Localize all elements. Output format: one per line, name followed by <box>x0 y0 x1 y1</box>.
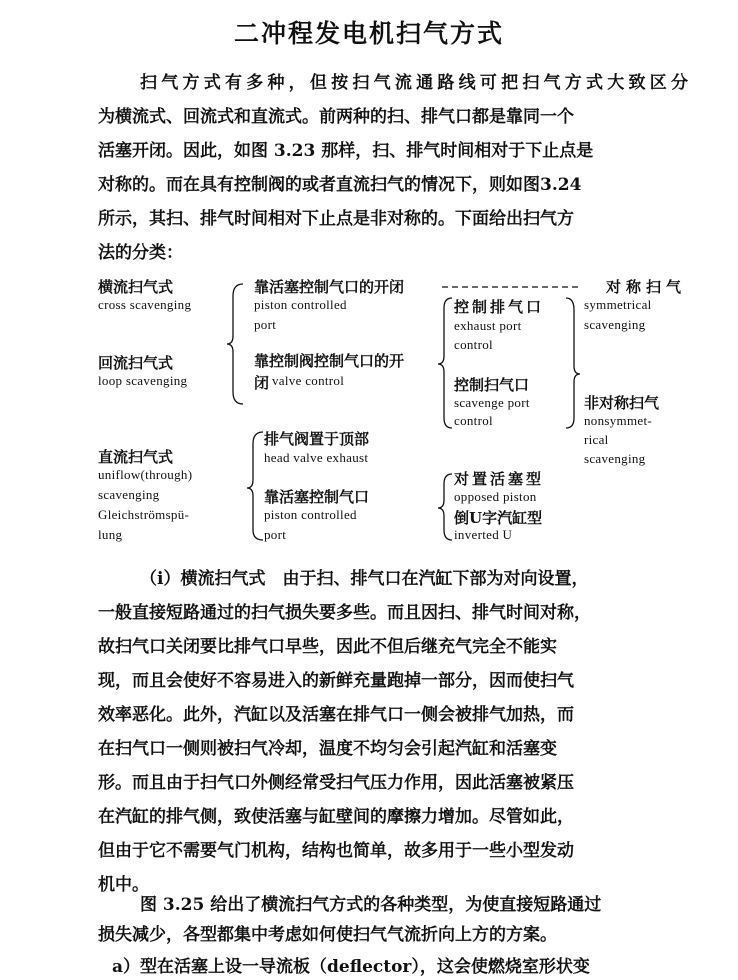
exhaust-ctrl-cn: 控制排气口 <box>454 298 545 316</box>
body-line: 但由于它不需要气门机构，结构也简单，故多用于一些小型发动 <box>98 841 574 861</box>
inverted-en: inverted U <box>454 527 513 542</box>
body-line: 形。而且由于扫气口外侧经常受扫气压力作用，因此活塞被紧压 <box>98 773 574 793</box>
exhaust-ctrl-en: control <box>454 337 493 352</box>
symmetric-en: scavenging <box>584 317 646 332</box>
bracket <box>566 298 580 428</box>
valve-ctrl-cn: 靠控制阀控制气口的开 <box>254 352 405 370</box>
asymmetric-en: scavenging <box>584 451 646 466</box>
uniflow-de: lung <box>98 527 123 542</box>
piston-ctrl2-cn: 靠活塞控制气口 <box>264 488 370 506</box>
valve-ctrl-en: valve control <box>272 373 345 388</box>
scavenge-ctrl-en: scavenge port <box>454 395 530 410</box>
body-line: 在扫气口一侧则被扫气冷却，温度不均匀会引起汽缸和活塞变 <box>98 739 557 759</box>
body-line: 现，而且会使好不容易进入的新鲜充量跑掉一部分，因而使扫气 <box>98 671 574 691</box>
bracket <box>438 298 452 428</box>
scavenge-ctrl-cn: 控制扫气口 <box>454 376 530 394</box>
piston-ctrl-en: piston controlled <box>254 297 347 312</box>
bracket <box>227 284 243 404</box>
uniflow-de: Gleichströmspü- <box>98 507 190 522</box>
intro-line: 活塞开闭。因此，如图 3.23 那样，扫、排气时间相对于下止点是 <box>98 141 594 161</box>
piston-ctrl2-en: piston controlled <box>264 507 357 522</box>
intro-line: 扫气方式有多种，但按扫气流通路线可把扫气方式大致区分 <box>140 73 688 93</box>
cross-en: cross scavenging <box>98 297 192 312</box>
inverted-cn: 倒U字汽缸型 <box>454 509 543 527</box>
asymmetric-cn: 非对称扫气 <box>584 394 660 412</box>
piston-ctrl-cn: 靠活塞控制气口的开闭 <box>254 278 405 296</box>
bracket <box>247 432 263 540</box>
head-valve-en: head valve exhaust <box>264 450 369 465</box>
page-title: 二冲程发电机扫气方式 <box>233 19 504 48</box>
valve-ctrl-cn: 闭 <box>254 374 270 392</box>
body-line: 故扫气口关闭要比排气口早些，因此不但后继充气完全不能实 <box>98 637 557 657</box>
intro-line: 对称的。而在具有控制阀的或者直流扫气的情况下，则如图3.24 <box>98 175 582 195</box>
bracket <box>438 474 452 540</box>
piston-ctrl-en: port <box>254 317 277 332</box>
symmetric-en: symmetrical <box>584 297 652 312</box>
body-line: 一般直接短路通过的扫气损失要多些。而且因扫、排气时间对称， <box>98 603 591 623</box>
body-line: 机中。 <box>98 875 149 895</box>
loop-cn: 回流扫气式 <box>98 354 174 372</box>
intro-line: 法的分类： <box>98 243 183 263</box>
uniflow-cn: 直流扫气式 <box>98 448 174 466</box>
exhaust-ctrl-en: exhaust port <box>454 318 522 333</box>
uniflow-en: uniflow(through) <box>98 467 193 482</box>
body-line: 损失减少，各型都集中考虑如何使扫气气流折向上方的方案。 <box>98 925 557 945</box>
uniflow-en: scavenging <box>98 487 160 502</box>
intro-line: 为横流式、回流式和直流式。前两种的扫、排气口都是靠同一个 <box>98 107 574 127</box>
body-line: a）型在活塞上设一导流板（deflector），这会使燃烧室形状变 <box>112 957 590 977</box>
head-valve-cn: 排气阀置于顶部 <box>264 430 370 448</box>
body-line: （i）横流扫气式 由于扫、排气口在汽缸下部为对向设置， <box>140 569 589 589</box>
body-line: 在汽缸的排气侧，致使活塞与缸壁间的摩擦力增加。尽管如此， <box>98 807 574 827</box>
body-line: 图 3.25 给出了横流扫气方式的各种类型，为使直接短路通过 <box>140 895 602 915</box>
body-line: 效率恶化。此外，汽缸以及活塞在排气口一侧会被排气加热，而 <box>98 705 574 725</box>
opposed-cn: 对置活塞型 <box>454 470 545 488</box>
symmetric-cn: 对称扫气 <box>606 278 687 296</box>
piston-ctrl2-en: port <box>264 527 287 542</box>
asymmetric-en: rical <box>584 432 609 447</box>
asymmetric-en: nonsymmet- <box>584 413 652 428</box>
cross-cn: 横流扫气式 <box>98 278 174 296</box>
opposed-en: opposed piston <box>454 489 537 504</box>
loop-en: loop scavenging <box>98 373 188 388</box>
scavenge-ctrl-en: control <box>454 413 493 428</box>
intro-line: 所示，其扫、排气时间相对下止点是非对称的。下面给出扫气方 <box>98 209 574 229</box>
